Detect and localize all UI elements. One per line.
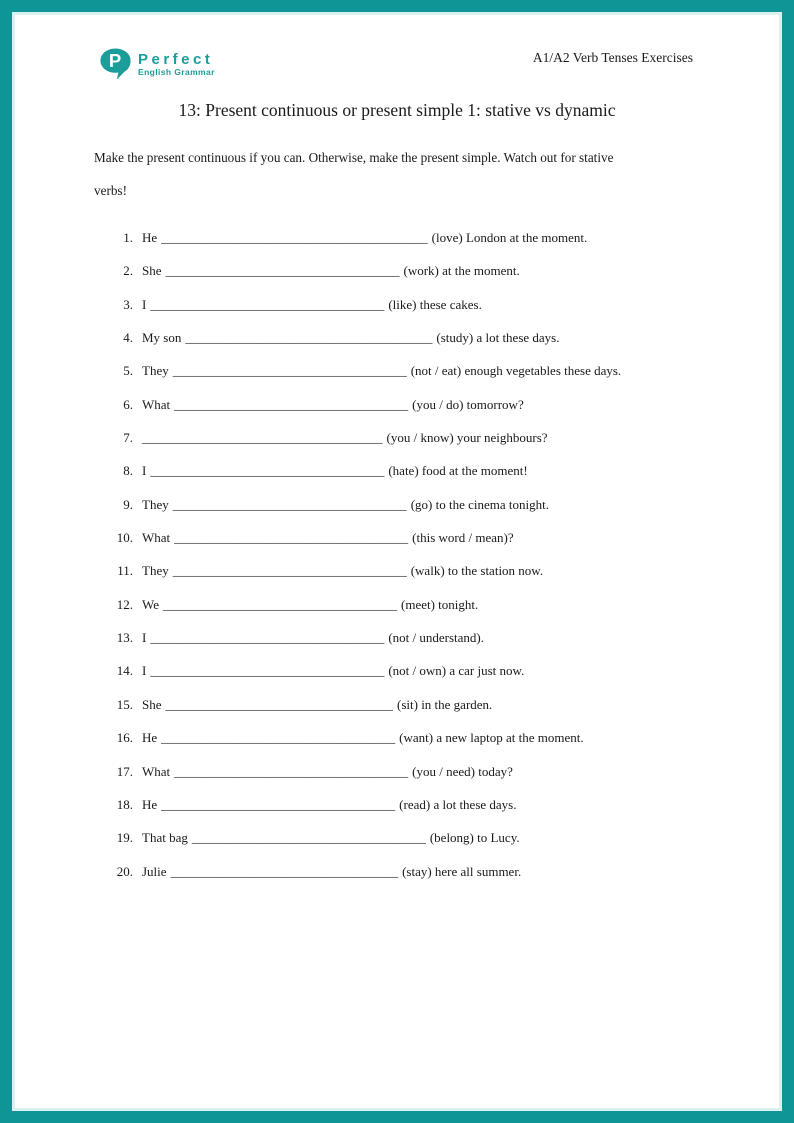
item-pre-text: I bbox=[142, 296, 147, 312]
item-hint-text: (go) to the cinema tonight. bbox=[410, 496, 549, 512]
item-number: 5. bbox=[123, 363, 133, 379]
exercise-item bbox=[94, 821, 621, 854]
item-text bbox=[142, 354, 621, 387]
item-text bbox=[142, 421, 548, 454]
item-number: 10. bbox=[116, 530, 133, 546]
exercise-item bbox=[94, 588, 621, 621]
item-pre-text: What bbox=[142, 763, 171, 779]
answer-blank[interactable]: ____________________________________ bbox=[161, 730, 396, 746]
item-number: 9. bbox=[123, 496, 133, 512]
item-text bbox=[142, 688, 492, 721]
item-text bbox=[142, 821, 520, 854]
item-text bbox=[142, 521, 514, 554]
item-number: 1. bbox=[123, 230, 133, 245]
instructions-line-1: Make the present continuous if you can. Otherwise, make the present simple. Watch out for stative bbox=[94, 150, 614, 165]
item-number: 18. bbox=[116, 796, 133, 812]
item-hint-text: (want) a new laptop at the moment. bbox=[399, 730, 584, 746]
item-pre-text: That bag bbox=[142, 830, 188, 846]
item-hint-text: (this word / mean)? bbox=[412, 530, 514, 546]
exercise-item bbox=[94, 388, 621, 421]
item-number: 7. bbox=[123, 430, 133, 446]
exercise-item bbox=[94, 721, 621, 754]
item-pre-text: I bbox=[142, 663, 147, 679]
item-text bbox=[142, 454, 528, 487]
item-hint-text: (you / know) your neighbours? bbox=[386, 430, 548, 446]
item-number: 13. bbox=[116, 630, 133, 646]
item-text bbox=[142, 288, 482, 321]
item-number: 11. bbox=[117, 563, 133, 579]
exercise-item bbox=[94, 554, 621, 587]
item-pre-text: They bbox=[142, 363, 169, 379]
item-hint-text: (like) these cakes. bbox=[388, 296, 482, 312]
item-pre-text: He bbox=[142, 230, 158, 245]
exercise-item bbox=[94, 621, 621, 654]
answer-blank[interactable]: ____________________________________ bbox=[150, 630, 385, 646]
answer-blank[interactable]: ____________________________________ bbox=[150, 663, 385, 679]
item-text bbox=[142, 488, 549, 521]
item-pre-text: I bbox=[142, 630, 147, 646]
answer-blank[interactable]: ____________________________________ bbox=[165, 263, 400, 279]
item-hint-text: (not / eat) enough vegetables these days. bbox=[410, 363, 622, 379]
item-hint-text: (belong) to Lucy. bbox=[429, 830, 520, 846]
exercise-item bbox=[94, 454, 621, 487]
brand-subtitle: English Grammar bbox=[138, 66, 215, 77]
item-text bbox=[142, 321, 560, 354]
answer-blank[interactable]: ___________________________________ bbox=[165, 696, 393, 712]
item-pre-text: He bbox=[142, 730, 158, 746]
item-hint-text: (meet) tonight. bbox=[401, 596, 479, 612]
item-hint-text: (work) at the moment. bbox=[403, 263, 520, 279]
item-text bbox=[142, 388, 524, 421]
exercise-item bbox=[94, 321, 621, 354]
item-hint-text: (read) a lot these days. bbox=[399, 796, 517, 812]
exercise-item bbox=[94, 288, 621, 321]
instructions bbox=[94, 141, 613, 208]
item-number: 17. bbox=[116, 763, 133, 779]
answer-blank[interactable]: ____________________________________ bbox=[150, 296, 385, 312]
item-text bbox=[142, 588, 478, 621]
item-pre-text: He bbox=[142, 796, 158, 812]
item-pre-text: What bbox=[142, 396, 171, 412]
item-pre-text: She bbox=[142, 696, 162, 712]
item-text bbox=[142, 755, 513, 788]
item-number: 20. bbox=[116, 863, 133, 879]
item-hint-text: (study) a lot these days. bbox=[436, 330, 560, 346]
page-title: 13: Present continuous or present simple 1: stative vs dynamic bbox=[178, 100, 616, 120]
exercise-item bbox=[94, 788, 621, 821]
answer-blank[interactable]: ___________________________________ bbox=[170, 863, 399, 879]
item-hint-text: (stay) here all summer. bbox=[402, 863, 522, 879]
item-pre-text: She bbox=[142, 263, 162, 279]
item-pre-text: I bbox=[142, 463, 147, 479]
answer-blank[interactable]: ____________________________________ bbox=[191, 830, 426, 846]
exercise-item bbox=[94, 654, 621, 687]
item-hint-text: (you / do) tomorrow? bbox=[412, 396, 524, 412]
item-text bbox=[142, 554, 543, 587]
item-pre-text: Julie bbox=[142, 863, 167, 879]
item-pre-text: They bbox=[142, 563, 169, 579]
answer-blank[interactable]: ____________________________________ bbox=[174, 396, 409, 412]
item-hint-text: (you / need) today? bbox=[412, 763, 513, 779]
item-pre-text: What bbox=[142, 530, 171, 546]
item-number: 15. bbox=[116, 696, 133, 712]
item-text bbox=[142, 654, 524, 687]
item-number: 2. bbox=[123, 263, 133, 279]
answer-blank[interactable]: ____________________________________ bbox=[161, 796, 396, 812]
answer-blank[interactable]: ____________________________________ bbox=[172, 496, 407, 512]
exercise-item bbox=[94, 855, 621, 888]
item-hint-text: (hate) food at the moment! bbox=[388, 463, 528, 479]
item-pre-text: They bbox=[142, 496, 169, 512]
item-number: 4. bbox=[123, 330, 133, 346]
item-pre-text: My son bbox=[142, 330, 182, 346]
item-hint-text: (love) London at the moment. bbox=[431, 230, 588, 245]
answer-blank[interactable]: ____________________________________ bbox=[163, 596, 397, 612]
brand-name: Perfect bbox=[138, 50, 214, 68]
item-text bbox=[142, 621, 484, 654]
speech-bubble-p-icon bbox=[98, 47, 133, 82]
item-hint-text: (not / own) a car just now. bbox=[388, 663, 525, 679]
item-number: 3. bbox=[123, 296, 133, 312]
exercise-list bbox=[94, 221, 621, 888]
exercise-item bbox=[94, 254, 621, 287]
exercise-item bbox=[94, 421, 621, 454]
exercise-item bbox=[94, 488, 621, 521]
item-text bbox=[142, 221, 587, 254]
item-text bbox=[142, 855, 521, 888]
answer-blank[interactable]: ____________________________________ bbox=[174, 530, 409, 546]
answer-blank[interactable]: _________________________________________ bbox=[161, 230, 428, 245]
item-number: 16. bbox=[116, 730, 133, 746]
item-text bbox=[142, 254, 520, 287]
item-text bbox=[142, 721, 584, 754]
item-number: 19. bbox=[116, 830, 133, 846]
exercise-item bbox=[94, 354, 621, 387]
item-number: 8. bbox=[123, 463, 133, 479]
answer-blank[interactable]: ____________________________________ bbox=[172, 563, 407, 579]
answer-blank[interactable]: ______________________________________ bbox=[185, 330, 433, 346]
course-label: A1/A2 Verb Tenses Exercises bbox=[532, 50, 693, 65]
item-hint-text: (walk) to the station now. bbox=[410, 563, 544, 579]
exercise-item bbox=[94, 755, 621, 788]
exercise-item bbox=[94, 221, 621, 254]
answer-blank[interactable]: ____________________________________ bbox=[174, 763, 409, 779]
item-text bbox=[142, 788, 516, 821]
brand-text bbox=[138, 52, 215, 78]
item-hint-text: (sit) in the garden. bbox=[397, 696, 493, 712]
exercise-item bbox=[94, 688, 621, 721]
instructions-line-2: verbs! bbox=[94, 183, 127, 199]
answer-blank[interactable]: ____________________________________ bbox=[172, 363, 407, 379]
brand-logo bbox=[98, 47, 215, 82]
item-number: 12. bbox=[116, 596, 133, 612]
answer-blank[interactable]: ____________________________________ bbox=[150, 463, 385, 479]
svg-text:P: P bbox=[108, 49, 122, 71]
answer-blank[interactable]: _____________________________________ bbox=[142, 430, 383, 446]
item-pre-text: We bbox=[142, 596, 159, 612]
item-number: 14. bbox=[116, 663, 133, 679]
item-hint-text: (not / understand). bbox=[388, 630, 485, 646]
item-number: 6. bbox=[123, 396, 133, 412]
exercise-item bbox=[94, 521, 621, 554]
